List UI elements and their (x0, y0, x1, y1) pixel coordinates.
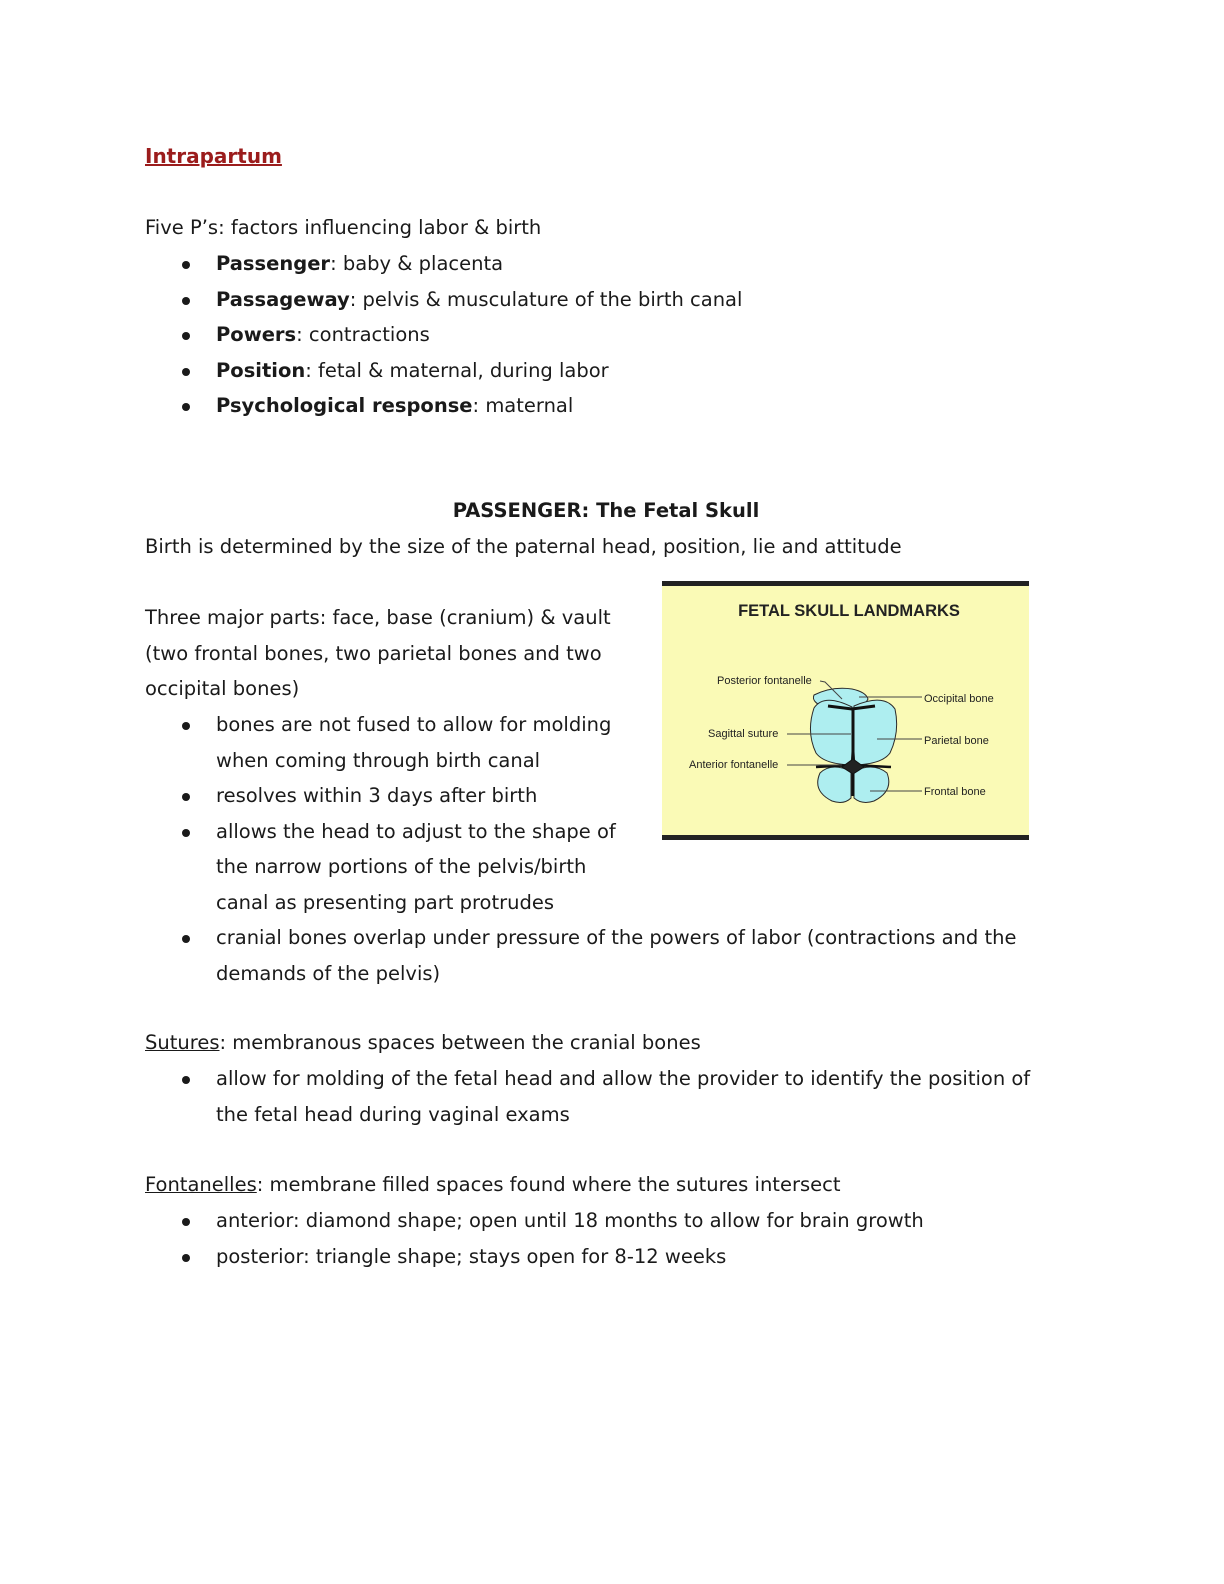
list-item (145, 317, 742, 353)
parts-line: (two frontal bones, two parietal bones and two (145, 642, 602, 665)
line: bones are not fused to allow for molding (216, 713, 612, 736)
list-item (145, 1061, 1030, 1132)
line: posterior: triangle shape; stays open for 8-12 weeks (216, 1244, 727, 1268)
list-item (145, 1239, 924, 1275)
fontanelles-bullets (145, 1203, 924, 1274)
desc: : fetal & maternal, during labor (305, 358, 609, 382)
desc: : baby & placenta (330, 252, 504, 275)
line: allow for molding of the fetal head and allow the provider to identify the position of (216, 1067, 1031, 1090)
line: demands of the pelvis) (216, 961, 441, 985)
desc: : pelvis & musculature of the birth canal (349, 287, 743, 311)
fontanelles-definition (145, 1167, 840, 1203)
fetal-skull-diagram (662, 581, 1029, 843)
term: Position (216, 358, 306, 382)
figure-top-border (662, 581, 1029, 586)
parts-line: occipital bones) (145, 677, 300, 700)
list-item (145, 1203, 924, 1239)
parietal-bone-label: Parietal bone (924, 735, 989, 747)
fetal-skull-figure (662, 581, 1029, 843)
line: allows the head to adjust to the shape of (216, 819, 616, 843)
sutures-definition (145, 1025, 701, 1061)
anterior-fontanelle-label: Anterior fontanelle (689, 759, 779, 771)
frontal-bone-label: Frontal bone (924, 786, 986, 798)
line: when coming through birth canal (216, 748, 541, 772)
posterior-fontanelle-label: Posterior fontanelle (717, 675, 812, 687)
line: cranial bones overlap under pressure of the powers of labor (contractions and the (216, 926, 1017, 949)
line: anterior: diamond shape; open until 18 months to allow for brain growth (216, 1209, 924, 1232)
sutures-bullets (145, 1061, 1030, 1132)
line: the narrow portions of the pelvis/birth (216, 855, 587, 878)
line: the fetal head during vaginal exams (216, 1102, 570, 1126)
list-item (145, 246, 742, 282)
parts-line: Three major parts: face, base (cranium) & vault (145, 606, 611, 629)
passenger-intro: Birth is determined by the size of the paternal head, position, lie and attitude (145, 535, 902, 558)
desc: : contractions (296, 323, 430, 346)
figure-bottom-border (662, 835, 1029, 840)
sutures-term: Sutures (145, 1031, 220, 1054)
fontanelles-term: Fontanelles (145, 1173, 257, 1196)
fontanelles-desc: : membrane filled spaces found where the sutures intersect (256, 1173, 841, 1196)
list-item (145, 920, 1016, 991)
five-ps-intro: Five P’s: factors influencing labor & birth (145, 216, 542, 239)
line: canal as presenting part protrudes (216, 890, 555, 914)
sutures-desc: : membranous spaces between the cranial bones (219, 1031, 701, 1054)
list-item (145, 282, 742, 318)
term: Psychological response (216, 394, 473, 417)
term: Passageway (216, 287, 350, 311)
list-item (145, 353, 742, 389)
section-title: PASSENGER: The Fetal Skull (452, 499, 760, 522)
five-ps-list (145, 246, 742, 424)
line: resolves within 3 days after birth (216, 784, 538, 807)
term: Passenger (216, 252, 331, 275)
occipital-bone-label: Occipital bone (924, 693, 994, 705)
list-item (145, 388, 742, 424)
sagittal-suture-label: Sagittal suture (708, 728, 779, 740)
desc: : maternal (472, 394, 574, 417)
term: Powers (216, 323, 297, 346)
page-heading: Intrapartum (145, 144, 282, 168)
figure-title: FETAL SKULL LANDMARKS (738, 602, 960, 620)
